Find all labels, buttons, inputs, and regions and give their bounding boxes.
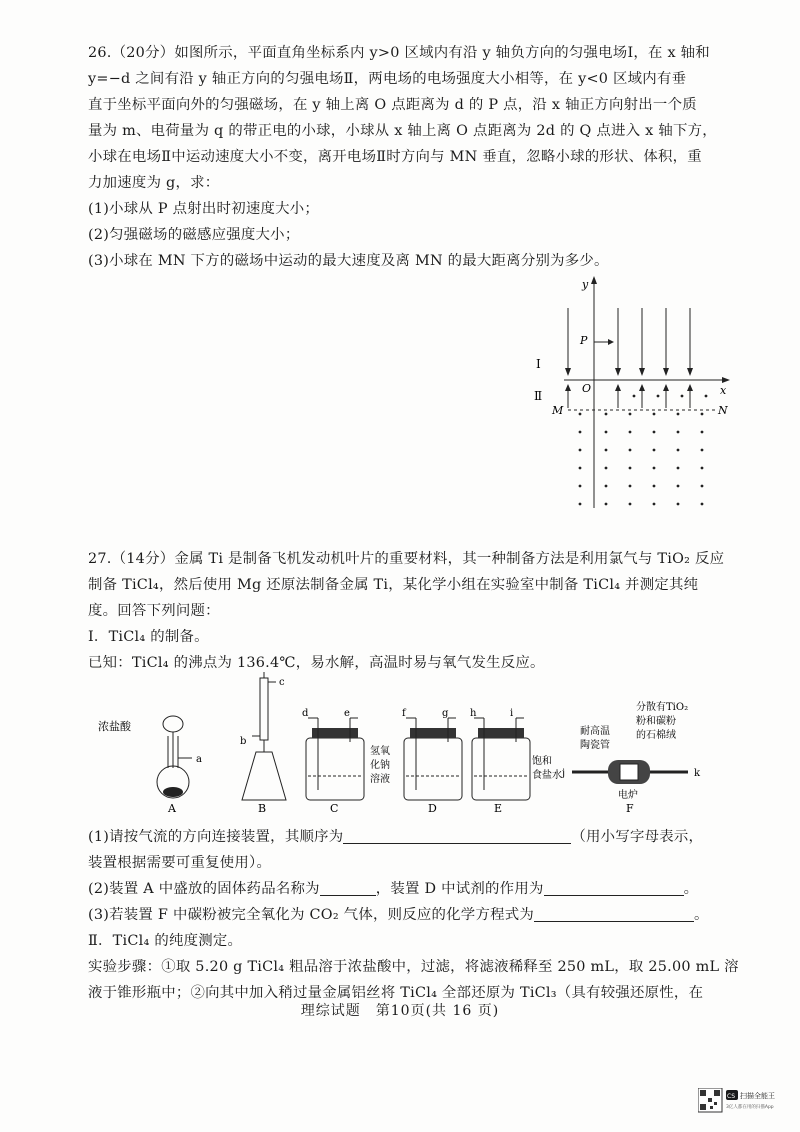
p-point-label: P bbox=[580, 334, 588, 347]
port-f: f bbox=[402, 708, 406, 719]
known-condition: 已知：TiCl₄ 的沸点为 136.4℃，易水解，高温时易与氧气发生反应。 bbox=[88, 655, 545, 671]
magnetic-dot bbox=[701, 449, 704, 452]
q26-sub-question: (1)小球从 P 点射出时初速度大小； bbox=[88, 201, 320, 217]
port-c: c bbox=[279, 677, 285, 688]
magnetic-dot bbox=[677, 449, 680, 452]
answer-blank-4[interactable] bbox=[534, 905, 694, 922]
port-e: e bbox=[344, 708, 350, 719]
magnetic-dot bbox=[653, 431, 656, 434]
magnetic-dot bbox=[677, 431, 680, 434]
field-2-arrow bbox=[639, 384, 645, 391]
page-footer: 理综试题 第10页(共 16 页) bbox=[300, 1003, 500, 1019]
magnetic-dot bbox=[605, 467, 608, 470]
q26-line: 量为 m、电荷量为 q 的带正电的小球，小球从 x 轴上离 O 点距离为 2d 的 Q 点进入 x 轴下方， bbox=[88, 123, 717, 139]
q27-line: 27.（14分）金属 Ti 是制备飞机发动机叶片的重要材料，其一种制备方法是利用氯气与 TiO₂ 反应 bbox=[88, 551, 725, 567]
field-1-arrow bbox=[639, 368, 645, 376]
label-C: C bbox=[330, 802, 339, 815]
field-2-arrow bbox=[615, 384, 621, 391]
apparatus-figure bbox=[88, 672, 728, 822]
magnetic-dot bbox=[629, 503, 632, 506]
magnetic-dot bbox=[633, 395, 636, 398]
magnetic-dot bbox=[605, 485, 608, 488]
scanner-watermark bbox=[698, 1088, 788, 1120]
q27-line: 制备 TiCl₄，然后使用 Mg 还原法制备金属 Ti，某化学小组在实验室中制备 TiCl₄ 并测定其纯 bbox=[88, 577, 699, 593]
q26-line: y=−d 之间有沿 y 轴正方向的匀强电场Ⅱ，两电场的电场强度大小相等，在 y<0 区域内有垂 bbox=[88, 71, 687, 87]
answer-blank-3[interactable] bbox=[544, 879, 684, 896]
qr-code-icon bbox=[698, 1088, 788, 1120]
magnetic-dot bbox=[579, 485, 582, 488]
conc-hcl-label: 浓盐酸 bbox=[98, 720, 131, 733]
q26-sub-question: (2)匀强磁场的磁感应强度大小； bbox=[88, 227, 300, 243]
magnetic-dot bbox=[605, 449, 608, 452]
q26-line: 小球在电场Ⅱ中运动速度大小不变，离开电场Ⅱ时方向与 MN 垂直，忽略小球的形状、体积，重 bbox=[88, 149, 702, 165]
magnetic-dot bbox=[677, 413, 680, 416]
stamp-brand: 扫描全能王 bbox=[740, 1092, 775, 1100]
magnetic-dot bbox=[701, 503, 704, 506]
question-26 bbox=[88, 40, 728, 274]
naoh-label-2: 化钠 bbox=[370, 760, 390, 771]
field-2-arrow bbox=[565, 384, 571, 391]
label-D: D bbox=[428, 802, 437, 815]
port-i: i bbox=[510, 708, 514, 719]
label-F: F bbox=[626, 802, 634, 815]
magnetic-dot bbox=[701, 467, 704, 470]
brine-label-1: 饱和 bbox=[532, 756, 552, 767]
magnetic-dot bbox=[653, 467, 656, 470]
naoh-label-1: 氢氧 bbox=[370, 746, 390, 757]
origin-label: O bbox=[582, 382, 592, 395]
m-label: M bbox=[552, 404, 564, 417]
experiment-step: 实验步骤：①取 5.20 g TiCl₄ 粗品溶于浓盐酸中，过滤，将滤液稀释至 250 mL，取 25.00 mL 溶 bbox=[88, 959, 739, 975]
port-d: d bbox=[302, 708, 309, 719]
apparatus-c bbox=[302, 708, 390, 815]
cs-badge: CS bbox=[727, 1093, 735, 1100]
magnetic-dot bbox=[701, 431, 704, 434]
f-content-label-2: 粉和碳粉 bbox=[636, 716, 676, 727]
magnetic-dot bbox=[705, 395, 708, 398]
magnetic-dot bbox=[653, 449, 656, 452]
port-k: k bbox=[694, 768, 701, 779]
f-tube-label-2: 陶瓷管 bbox=[580, 740, 610, 751]
q27-question-1-cont: 装置根据需要可重复使用）。 bbox=[88, 855, 272, 871]
field-2-arrow bbox=[687, 384, 693, 391]
answer-blank-2[interactable] bbox=[320, 879, 376, 896]
magnetic-dot bbox=[605, 503, 608, 506]
port-g: g bbox=[442, 708, 449, 719]
f-content-label-3: 的石棉绒 bbox=[636, 730, 676, 741]
magnetic-dot bbox=[653, 503, 656, 506]
magnetic-dot bbox=[629, 413, 632, 416]
port-a: a bbox=[196, 754, 202, 765]
q26-line: 直于坐标平面向外的匀强磁场，在 y 轴上离 O 点距离为 d 的 P 点，沿 x 轴正方向射出一个质 bbox=[88, 97, 697, 113]
n-label: N bbox=[718, 404, 728, 417]
stamp-tagline: 3亿人都在用的扫描App bbox=[726, 1105, 774, 1110]
f-tube-label-1: 耐高温 bbox=[580, 726, 610, 737]
magnetic-dot bbox=[657, 395, 660, 398]
magnetic-dot bbox=[629, 485, 632, 488]
port-b: b bbox=[240, 736, 247, 747]
q27-questions bbox=[88, 824, 739, 1006]
y-axis-label: y bbox=[582, 278, 589, 291]
answer-blank-1[interactable] bbox=[343, 827, 571, 844]
apparatus-d bbox=[402, 708, 462, 815]
magnetic-dot bbox=[579, 413, 582, 416]
q27-line: 度。回答下列问题： bbox=[88, 603, 220, 619]
magnetic-dot bbox=[681, 395, 684, 398]
field-1-arrow bbox=[615, 368, 621, 376]
label-A: A bbox=[168, 802, 176, 815]
magnetic-dot bbox=[579, 467, 582, 470]
furnace-label: 电炉 bbox=[618, 790, 638, 801]
part-2-title: Ⅱ．TiCl₄ 的纯度测定。 bbox=[88, 933, 243, 949]
field-1-arrow bbox=[687, 368, 693, 376]
q27-question-2: (2)装置 A 中盛放的固体药品名称为 ，装置 D 中试剂的作用为 。 bbox=[88, 881, 699, 897]
q26-line: 26.（20分）如图所示，平面直角坐标系内 y>0 区域内有沿 y 轴负方向的匀强电场Ⅰ，在 x 轴和 bbox=[88, 45, 710, 61]
apparatus-e bbox=[470, 708, 562, 815]
apparatus-b bbox=[240, 672, 286, 815]
q27-question-1: (1)请按气流的方向连接装置，其顺序为 （用小写字母表示， bbox=[88, 829, 704, 845]
field-diagram bbox=[530, 272, 740, 512]
magnetic-dot bbox=[629, 449, 632, 452]
magnetic-dot bbox=[653, 485, 656, 488]
magnetic-dot bbox=[653, 413, 656, 416]
q27-question-3: (3)若装置 F 中碳粉被完全氧化为 CO₂ 气体，则反应的化学方程式为 。 bbox=[88, 907, 709, 923]
magnetic-dot bbox=[579, 431, 582, 434]
experiment-step: 液于锥形瓶中；②向其中加入稍过量金属铝丝将 TiCl₄ 全部还原为 TiCl₃（具有较强还原性，在 bbox=[88, 985, 704, 1001]
q26-sub-question: (3)小球在 MN 下方的磁场中运动的最大速度及离 MN 的最大距离分别为多少。 bbox=[88, 253, 609, 269]
port-h: h bbox=[470, 708, 477, 719]
magnetic-dot bbox=[605, 431, 608, 434]
magnetic-dot bbox=[677, 467, 680, 470]
field-1-arrow bbox=[565, 368, 571, 376]
magnetic-dot bbox=[579, 449, 582, 452]
port-j: j bbox=[562, 768, 566, 779]
magnetic-dot bbox=[701, 413, 704, 416]
magnetic-dot bbox=[629, 431, 632, 434]
magnetic-dot bbox=[629, 467, 632, 470]
x-axis-label: x bbox=[720, 384, 727, 397]
label-B: B bbox=[258, 802, 267, 815]
field-1-arrow bbox=[663, 368, 669, 376]
magnetic-dot bbox=[605, 413, 608, 416]
apparatus-a bbox=[98, 716, 202, 815]
field-1-label: Ⅰ bbox=[536, 357, 541, 371]
q26-line: 力加速度为 g，求： bbox=[88, 175, 220, 191]
magnetic-dot bbox=[701, 485, 704, 488]
magnetic-dot bbox=[677, 503, 680, 506]
field-2-label: Ⅱ bbox=[534, 389, 543, 403]
question-27 bbox=[88, 546, 728, 676]
apparatus-f bbox=[561, 700, 701, 815]
f-content-label-1: 分散有TiO₂ bbox=[636, 702, 689, 713]
naoh-label-3: 溶液 bbox=[370, 774, 390, 785]
part-1-title: Ⅰ．TiCl₄ 的制备。 bbox=[88, 629, 209, 645]
brine-label-2: 食盐水 bbox=[532, 770, 562, 781]
magnetic-field-dots bbox=[579, 395, 708, 506]
magnetic-dot bbox=[677, 485, 680, 488]
magnetic-dot bbox=[579, 503, 582, 506]
label-E: E bbox=[494, 802, 503, 815]
field-2-arrow bbox=[663, 384, 669, 391]
